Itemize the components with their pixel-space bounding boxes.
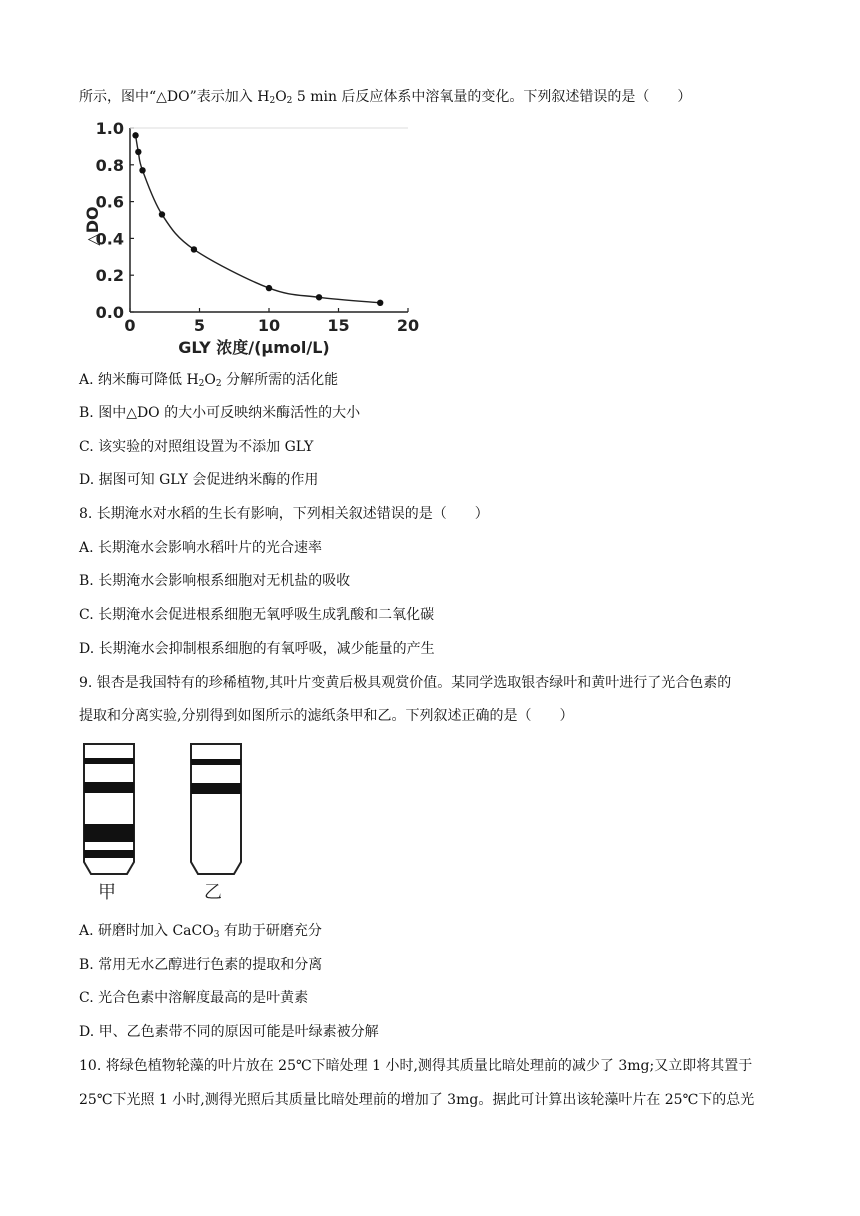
data-point <box>266 285 272 291</box>
y-tick-label: 0.6 <box>95 192 124 212</box>
q7-a-text-mid: O <box>204 372 216 388</box>
data-point <box>377 300 383 306</box>
subscript-2b: 2 <box>286 96 293 106</box>
do-chart <box>78 114 438 360</box>
fit-curve <box>136 135 381 302</box>
data-point <box>191 246 197 252</box>
intro-text-a: 所示，图中“△DO”表示加入 H <box>79 89 270 105</box>
q8-option-b: B. 长期淹水会影响根系细胞对无机盐的吸收 <box>79 573 351 589</box>
subscript-2: 2 <box>269 96 276 106</box>
subscript-2d: 2 <box>215 379 222 389</box>
strip-a-label: 甲 <box>98 882 116 903</box>
x-tick-label: 5 <box>193 316 206 335</box>
strip-a-band-4 <box>84 850 134 858</box>
q9-stem-line-2: 提取和分离实验,分别得到如图所示的滤纸条甲和乙。下列叙述正确的是（ ） <box>79 708 574 724</box>
y-tick-label: 0.8 <box>95 155 124 175</box>
data-point <box>135 149 141 155</box>
x-tick-label: 15 <box>327 316 350 335</box>
strip-a-band-1 <box>84 758 134 764</box>
x-tick-label: 0 <box>124 316 136 335</box>
q7-option-d: D. 据图可知 GLY 会促进纳米酶的作用 <box>79 472 319 488</box>
q8-option-d: D. 长期淹水会抑制根系细胞的有氧呼吸，减少能量的产生 <box>79 641 435 657</box>
strip-a-band-2 <box>84 782 134 793</box>
q9-option-c: C. 光合色素中溶解度最高的是叶黄素 <box>79 990 309 1006</box>
q9-a-text-tail: 有助于研磨充分 <box>219 923 322 939</box>
x-tick-label: 20 <box>396 316 420 335</box>
q8-option-c: C. 长期淹水会促进根系细胞无氧呼吸生成乳酸和二氧化碳 <box>79 607 435 623</box>
y-tick-label: 0.4 <box>95 229 124 249</box>
data-point <box>159 211 165 217</box>
filter-paper-figure <box>78 740 258 906</box>
intro-line <box>79 88 691 106</box>
data-point <box>132 132 138 138</box>
q10-line-2: 25℃下光照 1 小时,测得光照后其质量比暗处理前的增加了 3mg。据此可计算出该轮藻叶片在 25℃下的总光 <box>79 1092 755 1108</box>
strip-b-band-2 <box>191 783 241 794</box>
q7-option-b: B. 图中△DO 的大小可反映纳米酶活性的大小 <box>79 405 361 421</box>
intro-text-b: O <box>275 89 287 105</box>
q7-a-text-tail: 分解所需的活化能 <box>221 372 339 388</box>
q9-option-d: D. 甲、乙色素带不同的原因可能是叶绿素被分解 <box>79 1024 379 1040</box>
q7-a-text: A. 纳米酶可降低 H <box>79 372 199 388</box>
q9-option-a <box>79 922 322 940</box>
q9-a-subscript: 3 <box>213 930 220 940</box>
y-tick-label: 0.0 <box>95 303 124 322</box>
y-tick-label: 1.0 <box>95 119 124 138</box>
intro-text-c: 5 min 后反应体系中溶氧量的变化。下列叙述错误的是（ ） <box>292 89 692 105</box>
strip-b-label: 乙 <box>204 882 222 903</box>
x-axis-label: GLY 浓度/(μmol/L) <box>178 338 330 357</box>
data-point <box>139 167 145 173</box>
data-point <box>316 294 322 300</box>
q9-stem-line-1: 9. 银杏是我国特有的珍稀植物,其叶片变黄后极具观赏价值。某同学选取银杏绿叶和黄叶进行了光合色素的 <box>79 675 732 691</box>
y-axis-label: △DO <box>83 206 102 246</box>
q7-option-a <box>79 371 338 389</box>
q9-option-b: B. 常用无水乙醇进行色素的提取和分离 <box>79 957 323 973</box>
q9-a-text: A. 研磨时加入 CaCO <box>79 923 214 939</box>
q8-option-a: A. 长期淹水会影响水稻叶片的光合速率 <box>79 540 323 556</box>
strip-b-band-1 <box>191 759 241 765</box>
q10-line-1: 10. 将绿色植物轮藻的叶片放在 25℃下暗处理 1 小时,测得其质量比暗处理前的减少了 3mg;又立即将其置于 <box>79 1058 753 1074</box>
q7-option-c: C. 该实验的对照组设置为不添加 GLY <box>79 439 314 455</box>
y-tick-label: 0.2 <box>95 266 124 286</box>
strip-a-band-3 <box>84 824 134 842</box>
x-tick-label: 10 <box>257 316 281 335</box>
subscript-2c: 2 <box>198 379 205 389</box>
q8-stem: 8. 长期淹水对水稻的生长有影响，下列相关叙述错误的是（ ） <box>79 506 489 522</box>
